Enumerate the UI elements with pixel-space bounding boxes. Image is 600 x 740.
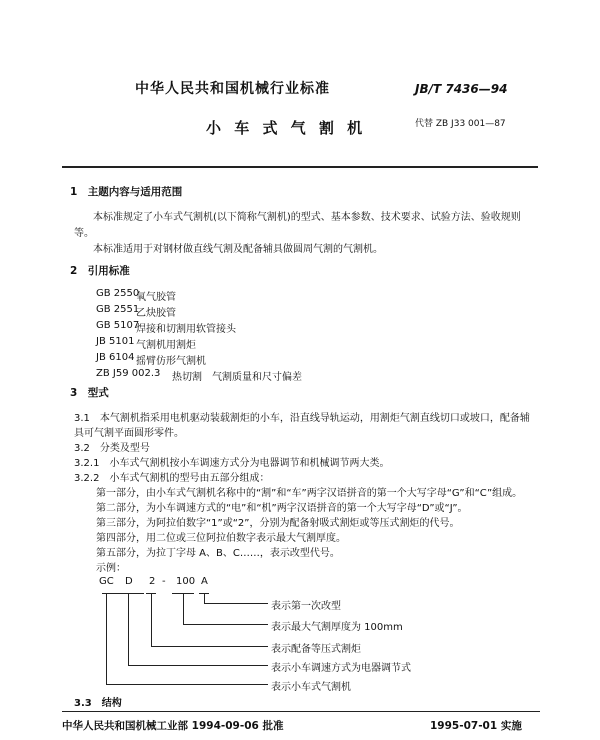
ref-code: ZB J59 002.3 xyxy=(96,368,161,379)
leader-gc-vertical xyxy=(106,594,107,685)
clause-3-1: 3.1 本气割机指采用电机驱动装载割炬的小车，沿直线导轨运动，用割炬气割直线切口或坡口，配备辅 xyxy=(74,413,530,424)
approval-note: 中华人民共和国机械工业部 1994-09-06 批准 xyxy=(62,720,284,732)
effective-date: 1995-07-01 实施 xyxy=(430,720,522,732)
clause-3-1-cont: 具可气割平面圆形零件。 xyxy=(74,428,184,439)
model-code-a: A xyxy=(201,576,208,587)
leader-d-horizontal xyxy=(128,665,268,666)
model-part-4: 第四部分，用二位或三位阿拉伯数字表示最大气割厚度。 xyxy=(96,533,346,544)
ref-code: JB 5101 xyxy=(96,336,135,347)
clause-3-2: 3.2 分类及型号 xyxy=(74,443,150,454)
example-note-2: 表示小车调速方式为电器调节式 xyxy=(271,663,411,674)
ref-name: 氧气胶管 xyxy=(136,292,176,303)
header-rule xyxy=(62,166,538,168)
org-title: 中华人民共和国机械行业标准 xyxy=(135,81,330,97)
ref-code: GB 2551 xyxy=(96,304,140,315)
section-3-heading: 3 型式 xyxy=(70,387,109,399)
ref-name: 摇臂仿形气割机 xyxy=(136,356,206,367)
leader-2-horizontal xyxy=(151,646,268,647)
leader-gc-horizontal xyxy=(106,684,268,685)
model-part-5: 第五部分，为拉丁字母 A、B、C……，表示改型代号。 xyxy=(96,548,340,559)
section-2-heading: 2 引用标准 xyxy=(70,265,130,277)
example-note-3: 表示配备等压式割炬 xyxy=(271,644,361,655)
leader-100-horizontal xyxy=(183,624,268,625)
ref-name: 热切割 气割质量和尺寸偏差 xyxy=(172,372,302,383)
clause-3-2-2: 3.2.2 小车式气割机的型号由五部分组成： xyxy=(74,473,270,484)
leader-2-vertical xyxy=(151,594,152,647)
replaces-note: 代替 ZB J33 001—87 xyxy=(415,119,506,129)
model-part-2: 第二部分，为小车调速方式的“电”和“机”两字汉语拼音的第一个大写字母“D”或“J”。 xyxy=(96,503,468,514)
leader-d-vertical xyxy=(128,594,129,666)
footer-rule xyxy=(62,711,540,712)
ref-name: 气割机用割炬 xyxy=(136,340,196,351)
ref-code: JB 6104 xyxy=(96,352,135,363)
example-note-5: 表示第一次改型 xyxy=(271,601,341,612)
example-note-4: 表示最大气割厚度为 100mm xyxy=(271,622,403,633)
example-note-1: 表示小车式气割机 xyxy=(271,682,351,693)
section-1-heading: 1 主题内容与适用范围 xyxy=(70,186,183,198)
ref-name: 焊接和切割用软管接头 xyxy=(136,324,236,335)
model-code-d: D xyxy=(125,576,133,587)
model-code-gc: GC xyxy=(99,576,114,587)
model-code-100: 100 xyxy=(176,576,196,587)
leader-100-vertical xyxy=(183,594,184,625)
clause-3-3: 3.3 结构 xyxy=(74,698,122,709)
section-1-paragraph-2: 本标准适用于对钢材做直线气割及配备辅具做圆周气割的气割机。 xyxy=(93,244,383,255)
model-code-2: 2 xyxy=(149,576,156,587)
ref-code: GB 5107 xyxy=(96,320,140,331)
model-underline-gcd xyxy=(102,593,144,594)
model-part-3: 第三部分，为阿拉伯数字“1”或“2”，分别为配备射吸式割炬或等压式割炬的代号。 xyxy=(96,518,460,529)
model-part-1: 第一部分，由小车式气割机名称中的“割”和“车”两字汉语拼音的第一个大写字母“G”和“C”组成。 xyxy=(96,488,523,499)
model-code-dash: - xyxy=(162,576,166,587)
ref-code: GB 2550 xyxy=(96,288,140,299)
document-title: 小 车 式 气 割 机 xyxy=(206,119,367,137)
section-1-paragraph-1-cont: 等。 xyxy=(74,228,94,239)
standard-code: JB/T 7436—94 xyxy=(415,82,508,96)
example-label: 示例： xyxy=(96,563,126,574)
ref-name: 乙炔胶管 xyxy=(136,308,176,319)
leader-a-horizontal xyxy=(204,603,268,604)
section-1-paragraph-1: 本标准规定了小车式气割机(以下简称气割机)的型式、基本参数、技术要求、试验方法、验收规则 xyxy=(93,212,521,223)
clause-3-2-1: 3.2.1 小车式气割机按小车调速方式分为电器调节和机械调节两大类。 xyxy=(74,458,390,469)
